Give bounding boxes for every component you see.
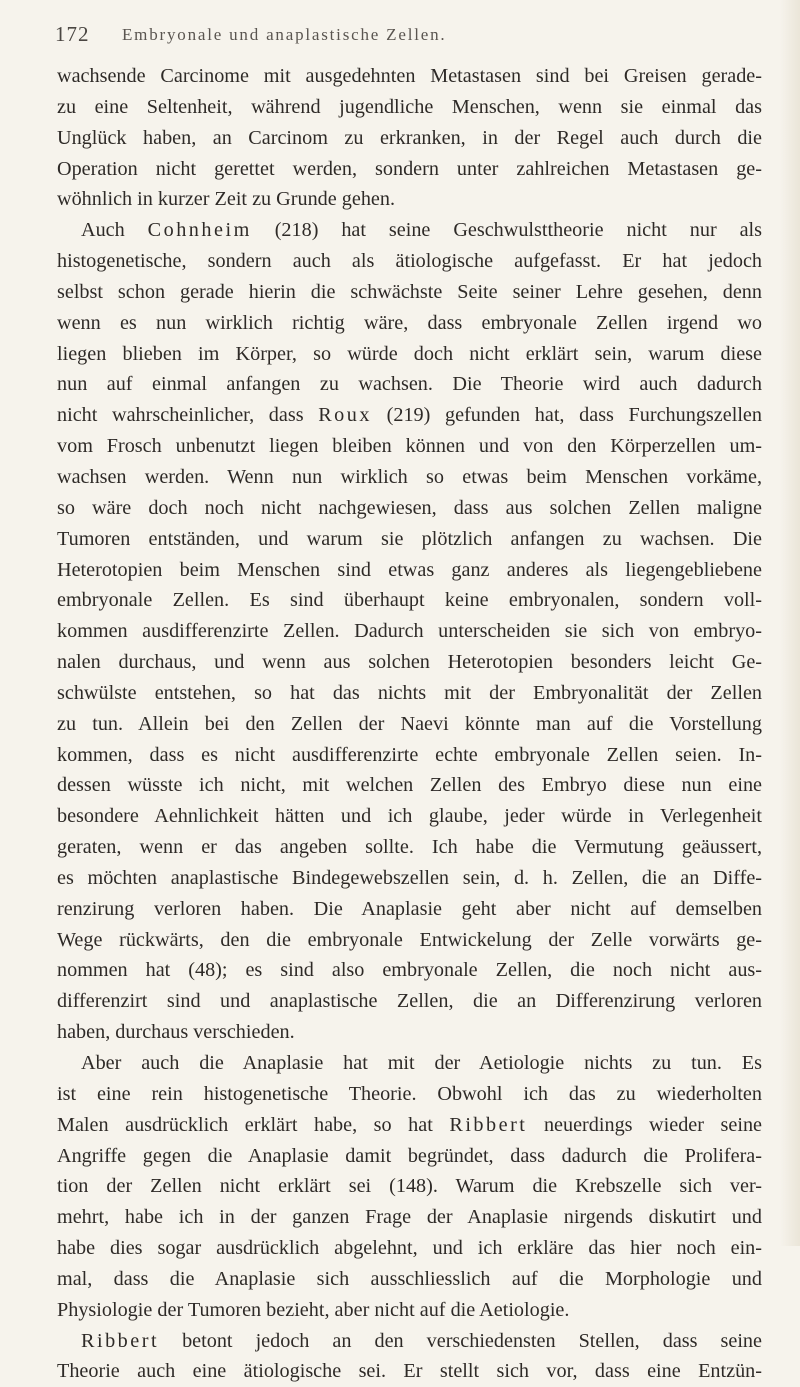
text-line-31: differenzirt sind und anaplastische Zellen, die an Differenzirung verloren — [57, 990, 762, 1013]
author-name: Roux — [318, 404, 372, 427]
text-line-21: schwülste entstehen, so hat das nichts mit der Embryonalität der Zellen — [57, 681, 762, 704]
text-line-7: histogenetische, sondern auch als ätiologische aufgefasst. Er hat jedoch — [57, 250, 762, 273]
text-line-2: zu eine Seltenheit, während jugendliche Menschen, wenn sie einmal das — [57, 95, 762, 118]
text-line-34: ist eine rein histogenetische Theorie. Obwohl ich das zu wiederholten — [57, 1082, 762, 1105]
text-line-39: habe dies sogar ausdrücklich abgelehnt, und ich erkläre das hier noch ein- — [57, 1237, 762, 1260]
text-line-32: haben, durchaus verschieden. — [57, 1021, 295, 1044]
text-line-17: Heterotopien beim Menschen sind etwas ganz anderes als liegengebliebene — [57, 558, 762, 581]
text-line-20: nalen durchaus, und wenn aus solchen Heterotopien besonders leicht Ge- — [57, 651, 762, 674]
text-line-16: Tumoren entständen, und warum sie plötzlich anfangen zu wachsen. Die — [57, 527, 762, 550]
text-line-24: dessen wüsste ich nicht, mit welchen Zellen des Embryo diese nun eine — [57, 774, 762, 797]
text-line-40: mal, dass die Anaplasie sich ausschliesslich auf die Morphologie und — [57, 1267, 762, 1290]
body-text — [57, 61, 762, 1387]
text-line-33: Aber auch die Anaplasie hat mit der Aetiologie nichts zu tun. Es — [81, 1052, 762, 1074]
text-line-22: zu tun. Allein bei den Zellen der Naevi könnte man auf die Vorstellung — [57, 712, 762, 735]
running-title: Embryonale und anaplastische Zellen. — [122, 25, 447, 44]
text-line-28: renzirung verloren haben. Die Anaplasie geht aber nicht auf demselben — [57, 897, 762, 920]
text-line-12: nicht wahrscheinlicher, dass Roux (219) gefunden hat, dass Furchungszellen — [57, 404, 762, 427]
text-line-37: tion der Zellen nicht erklärt sei (148). Warum die Krebszelle sich ver- — [57, 1175, 762, 1198]
page-number: 172 — [55, 22, 90, 46]
text-line-26: geraten, wenn er das angeben sollte. Ich habe die Vermutung geäussert, — [57, 836, 762, 859]
text-line-36: Angriffe gegen die Anaplasie damit begründet, dass dadurch die Prolifera- — [57, 1144, 762, 1167]
text-line-6: Auch Cohnheim (218) hat seine Geschwulsttheorie nicht nur als — [81, 219, 763, 242]
text-line-43: Theorie auch eine ätiologische sei. Er stellt sich vor, dass eine Entzün- — [57, 1360, 762, 1383]
text-line-29: Wege rückwärts, den die embryonale Entwickelung der Zelle vorwärts ge- — [57, 928, 762, 951]
text-line-13: vom Frosch unbenutzt liegen bleiben können und von den Körperzellen um- — [57, 435, 762, 458]
text-line-3: Unglück haben, an Carcinom zu erkranken, in der Regel auch durch die — [57, 126, 762, 149]
author-name: Ribbert — [81, 1329, 160, 1352]
text-line-35: Malen ausdrücklich erklärt habe, so hat Ribbert neuerdings wieder seine — [57, 1113, 762, 1136]
text-line-41: Physiologie der Tumoren bezieht, aber nicht auf die Aetiologie. — [57, 1298, 570, 1321]
text-line-8: selbst schon gerade hierin die schwächste Seite seiner Lehre gesehen, denn — [57, 280, 762, 303]
text-line-10: liegen blieben im Körper, so würde doch nicht erklärt sein, warum diese — [57, 342, 762, 365]
page-edge-shadow — [780, 0, 800, 1246]
text-line-14: wachsen werden. Wenn nun wirklich so etwas beim Menschen vorkäme, — [57, 465, 762, 488]
text-line-19: kommen ausdifferenzirte Zellen. Dadurch unterscheiden sie sich von embryo- — [57, 620, 762, 643]
page-header — [55, 22, 755, 50]
text-line-27: es möchten anaplastische Bindegewebszellen sein, d. h. Zellen, die an Diffe- — [57, 866, 762, 889]
text-line-4: Operation nicht gerettet werden, sondern unter zahlreichen Metastasen ge- — [57, 157, 762, 180]
text-line-5: wöhnlich in kurzer Zeit zu Grunde gehen. — [57, 188, 396, 211]
text-line-30: nommen hat (48); es sind also embryonale Zellen, die noch nicht aus- — [57, 959, 762, 982]
author-name: Ribbert — [449, 1113, 528, 1136]
text-line-9: wenn es nun wirklich richtig wäre, dass embryonale Zellen irgend wo — [57, 311, 762, 334]
text-line-11: nun auf einmal anfangen zu wachsen. Die Theorie wird auch dadurch — [57, 373, 762, 396]
text-line-23: kommen, dass es nicht ausdifferenzirte echte embryonale Zellen seien. In- — [57, 743, 762, 766]
author-name: Cohnheim — [147, 219, 252, 242]
text-line-1: wachsende Carcinome mit ausgedehnten Metastasen sind bei Greisen gerade- — [57, 65, 762, 87]
text-line-38: mehrt, habe ich in der ganzen Frage der Anaplasie nirgends diskutirt und — [57, 1206, 762, 1229]
text-line-42: Ribbert betont jedoch an den verschiedensten Stellen, dass seine — [81, 1329, 762, 1352]
text-line-25: besondere Aehnlichkeit hätten und ich glaube, jeder würde in Verlegenheit — [57, 805, 762, 828]
text-line-15: so wäre doch noch nicht nachgewiesen, dass aus solchen Zellen maligne — [57, 496, 762, 519]
text-line-18: embryonale Zellen. Es sind überhaupt keine embryonalen, sondern voll- — [57, 589, 762, 612]
